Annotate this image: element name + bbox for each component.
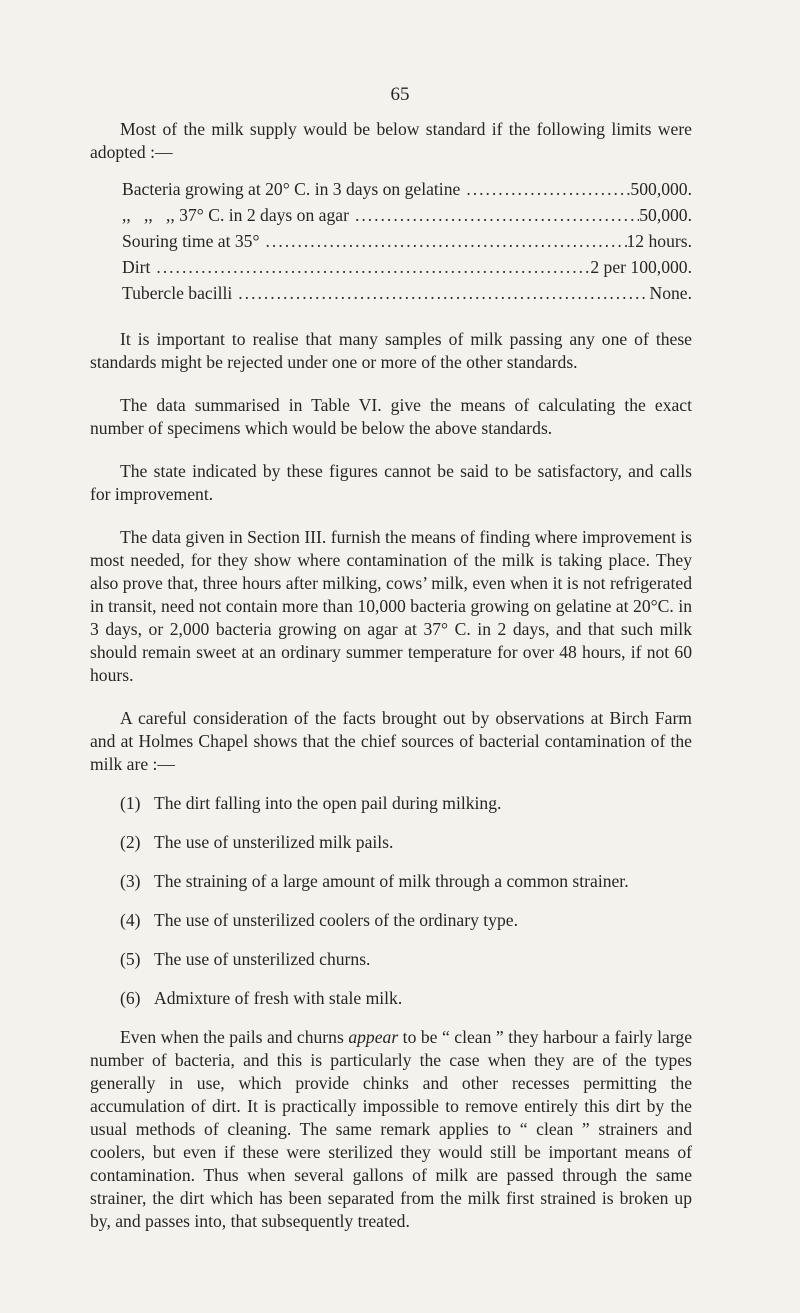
paragraph-standards-rejection: It is important to realise that many samples of milk passing any one of these standards might be rejected under one or more of the other standards.	[90, 329, 692, 372]
list-text: The use of unsterilized coolers of the ordinary type.	[154, 910, 518, 930]
paragraph-contamination-sources: A careful consideration of the facts brought out by observations at Birch Farm and at Holmes Chapel shows that the chief sources of bacterial contamination of the milk are :—	[90, 708, 692, 774]
dot-leader	[349, 204, 639, 227]
list-number: (6)	[120, 988, 141, 1008]
paragraph-table-vi: The data summarised in Table VI. give the means of calculating the exact number of specimens which would be below the above standards.	[90, 395, 692, 438]
list-item	[120, 987, 692, 1010]
dot-leader	[232, 282, 649, 305]
standard-row	[122, 204, 692, 230]
list-text: The use of unsterilized milk pails.	[154, 832, 394, 852]
list-number: (3)	[120, 871, 141, 891]
dot-leader	[260, 230, 627, 253]
list-number: (4)	[120, 910, 141, 930]
dot-leader	[150, 256, 590, 279]
sources-list	[120, 792, 692, 1010]
standard-label: Tubercle bacilli	[122, 283, 233, 303]
standard-label: ,, ,, ,, 37° C. in 2 days on agar	[122, 205, 349, 225]
standard-row	[122, 230, 692, 256]
standard-value: None.	[649, 283, 692, 303]
standard-label: Bacteria growing at 20° C. in 3 days on gelatine	[122, 179, 461, 199]
paragraph-text: to be “ clean ” they harbour a fairly large number of bacteria, and this is particularly the case when they are of the types generally in use, which provide chinks and other recesses permitting the accumulation of dirt. It is practically impossible to remove entirely this dirt by the usual methods of cleaning. The same remark applies to “ clean ” strainers and coolers, but even if these were sterilized they would still be important means of contamination. Thus when several gallons of milk are passed through the same strainer, the dirt which has been separated from the milk first strained is broken up by, and passes into, that subsequently treated.	[90, 1027, 692, 1231]
list-item	[120, 831, 692, 854]
standard-value: 2 per 100,000.	[590, 257, 692, 277]
list-text: The dirt falling into the open pail during milking.	[154, 793, 502, 813]
paragraph-pails-churns	[90, 1026, 692, 1233]
standard-value: 12 hours.	[626, 231, 692, 251]
page-content	[90, 118, 692, 1233]
paragraph-text: Even when the pails and churns	[120, 1027, 349, 1047]
standard-label: Dirt	[122, 257, 151, 277]
emphasis-appear: appear	[348, 1027, 399, 1047]
standards-list	[122, 178, 692, 308]
list-item	[120, 948, 692, 971]
list-number: (1)	[120, 793, 141, 813]
standard-row	[122, 178, 692, 204]
list-text: The use of unsterilized churns.	[154, 949, 371, 969]
standard-label: Souring time at 35°	[122, 231, 260, 251]
standard-value: 50,000.	[639, 205, 692, 225]
page-number: 65	[390, 84, 410, 105]
standard-value: 500,000.	[630, 179, 692, 199]
paragraph-section-iii: The data given in Section III. furnish the means of finding where improvement is most needed, for they show where contamination of the milk is taking place. They also prove that, three hours after milking, cows’ milk, even when it is not refrigerated in transit, need not contain more than 10,000 bacteria growing on gelatine at 20°C. in 3 days, or 2,000 bacteria growing on agar at 37° C. in 2 days, and that such milk should remain sweet at an ordinary summer temperature for over 48 hours, if not 60 hours.	[90, 527, 692, 685]
standard-row	[122, 282, 692, 308]
standard-row	[122, 256, 692, 282]
list-number: (2)	[120, 832, 141, 852]
paragraph-improvement: The state indicated by these figures cannot be said to be satisfactory, and calls for improvement.	[90, 461, 692, 504]
intro-paragraph: Most of the milk supply would be below standard if the following limits were adopted :—	[90, 119, 692, 162]
list-number: (5)	[120, 949, 141, 969]
list-text: Admixture of fresh with stale milk.	[154, 988, 403, 1008]
list-item	[120, 909, 692, 932]
dot-leader	[460, 178, 630, 201]
list-text: The straining of a large amount of milk through a common strainer.	[154, 871, 629, 891]
list-item	[120, 792, 692, 815]
list-item	[120, 870, 692, 893]
